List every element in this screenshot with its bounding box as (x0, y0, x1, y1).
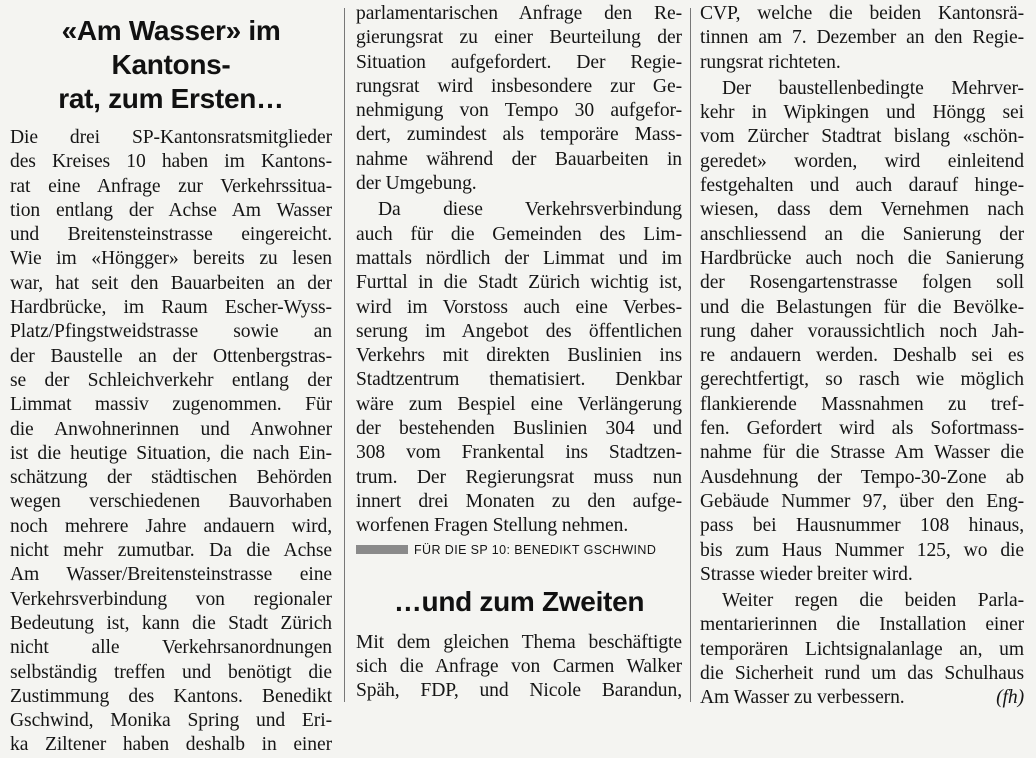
text-line: rungsrat richteten. (700, 51, 841, 73)
text-line: CVP, welche die beiden Kantonsrä- (700, 3, 1024, 24)
text-line: sich die Anfrage von Carmen Walker (356, 655, 682, 677)
text-line: bis zum Haus Nummer 125, wo die (700, 539, 1024, 561)
article1-paragraph-1-continued (356, 2, 682, 196)
text-line: parlamentarischen Anfrage den Re- (356, 3, 682, 24)
text-line: Bedeutung ist, kann die Stadt Zürich (10, 612, 332, 634)
text-line: der Umgebung. (356, 173, 477, 195)
byline-bar (356, 545, 408, 554)
article2-paragraph-1 (356, 631, 682, 704)
text-line: ist die heutige Situation, die nach Ein- (10, 442, 332, 464)
article2-headline: …und zum Zweiten (393, 585, 645, 617)
column-rule (344, 8, 345, 702)
text-line: wiesen, dass dem Vernehmen nach (700, 199, 1024, 221)
text-line: Gebäude Nummer 97, über den Eng- (700, 490, 1024, 512)
text-line: Hardbrücke, im Raum Escher-Wyss- (10, 297, 332, 319)
text-line: tinnen am 7. Dezember an den Regie- (700, 27, 1024, 49)
text-line: Platz/Pfingstweidstrasse sowie an (10, 321, 332, 343)
text-line: Wie im «Höngger» bereits zu lesen (10, 248, 332, 270)
text-line: rungsrat wird insbesondere zur Ge- (356, 75, 682, 97)
text-line: selbständig treffen und benötigt die (10, 661, 332, 683)
text-line: und Breitensteinstrasse eingereicht. (10, 224, 332, 246)
text-line: Da diese Verkehrsverbindung (378, 199, 682, 221)
article1-byline (356, 543, 682, 557)
text-line: Hardbrücke auch noch die Sanierung (700, 247, 1024, 269)
text-line: nicht mehr zumutbar. Da die Achse (10, 540, 332, 562)
text-line: 308 vom Frankental ins Stadtzen- (356, 442, 682, 464)
text-line: Ausdehnung der Tempo-30-Zone ab (700, 466, 1024, 488)
text-line: dert, zumindest als temporäre Mass- (356, 124, 682, 146)
text-line: kehr in Wipkingen und Höngg sei (700, 102, 1024, 124)
text-line: vom Zürcher Stadtrat bislang «schön- (700, 126, 1024, 148)
text-line: tion entlang der Achse Am Wasser (10, 199, 332, 221)
text-line: schätzung der städtischen Behörden (10, 467, 332, 489)
text-line: nehmigung von Tempo 30 aufgefor- (356, 100, 682, 122)
article1-paragraph-2 (356, 198, 682, 538)
text-line: nahme während der Bauarbeiten in (356, 148, 682, 170)
text-line: wegen verschiedenen Bauvorhaben (10, 491, 332, 513)
text-line: der Rosengartenstrasse folgen soll (700, 272, 1024, 294)
text-line: der Baustelle an der Ottenbergstras- (10, 345, 332, 367)
text-line: gerechtfertigt, so rasch wie möglich (700, 369, 1024, 391)
text-line: fen. Gefordert wird als Sofortmass- (700, 418, 1024, 440)
text-line: serung im Angebot des öffentlichen (356, 320, 682, 342)
text-line: gierungsrat zu einer Beurteilung der (356, 27, 682, 49)
text-line: anschliessend an die Sanierung der (700, 223, 1024, 245)
text-line: Verkehrs mit direkten Buslinien ins (356, 345, 682, 367)
text-line: innert drei Monaten zu den aufge- (356, 490, 682, 512)
text-line: wird im Vorstoss auch eine Verbes- (356, 296, 682, 318)
text-line: Situation aufgefordert. Der Regie- (356, 51, 682, 73)
text-line: noch mehrere Jahre andauern wird, (10, 515, 332, 537)
text-line: nicht alle Verkehrsanordnungen (10, 637, 332, 659)
headline-line: rat, zum Ersten… (58, 83, 284, 114)
article1-headline (10, 14, 332, 116)
text-line: ka Ziltener haben deshalb in einer (10, 734, 332, 756)
text-line: und die Belastungen für die Bevölke- (700, 296, 1024, 318)
text-line: temporären Lichtsignalanlage an, um (700, 638, 1024, 660)
column-rule (690, 8, 691, 702)
text-line: worfenen Fragen Stellung nehmen. (356, 515, 629, 537)
column-1 (10, 0, 332, 756)
text-line: des Kreises 10 haben im Kantons- (10, 151, 332, 173)
text-line: pass bei Hausnummer 108 hinaus, (700, 515, 1024, 537)
text-line: wäre zum Bespiel eine Verlängerung (356, 393, 682, 415)
text-line: rung daher voraussichtlich noch Jah- (700, 320, 1024, 342)
text-line: re andauern werden. Deshalb sei es (700, 345, 1024, 367)
text-line: geredet» worden, wird einleitend (700, 150, 1024, 172)
text-line: flankierende Massnahmen zu tref- (700, 393, 1024, 415)
text-line: Späh, FDP, und Nicole Barandun, (356, 680, 682, 702)
text-line: festgehalten und auch darauf hinge- (700, 175, 1024, 197)
headline-line: «Am Wasser» im Kantons- (61, 15, 281, 80)
text-line: Mit dem gleichen Thema beschäftigte (356, 631, 682, 653)
text-line: Verkehrsverbindung von regionaler (10, 588, 332, 610)
text-line: Am Wasser/Breitensteinstrasse eine (10, 564, 332, 586)
text-line: nahme für die Strasse Am Wasser die (700, 442, 1024, 464)
text-line: Am Wasser zu verbessern. (fh) (700, 686, 1024, 710)
text-line: Gschwind, Monika Spring und Eri- (10, 710, 332, 732)
byline-text: FÜR DIE SP 10: BENEDIKT GSCHWIND (414, 542, 657, 557)
text-line: der bestehenden Buslinien 304 und (356, 418, 682, 440)
text-line: Furttal in die Stadt Zürich wichtig ist, (356, 272, 682, 294)
text-line: rat eine Anfrage zur Verkehrssitua- (10, 175, 332, 197)
article2-paragraph-1-continued (700, 2, 1024, 75)
text-line: Weiter regen die beiden Parla- (722, 590, 1024, 612)
text-line: Zustimmung des Kantons. Benedikt (10, 685, 332, 707)
text-line: mattals nördlich der Limmat und im (356, 247, 682, 269)
text-line: die Anwohnerinnen und Anwohner (10, 418, 332, 440)
text-line: die Sicherheit rund um das Schulhaus (700, 663, 1024, 685)
text-line: Strasse wieder breiter wird. (700, 563, 913, 585)
text-line: war, hat seit den Bauarbeiten an der (10, 272, 332, 294)
column-2 (356, 0, 682, 708)
text-line: trum. Der Regierungsrat muss nun (356, 466, 682, 488)
text-line: Limmat massiv zugenommen. Für (10, 394, 332, 416)
text-line: auch für die Gemeinden des Lim- (356, 223, 682, 245)
article2-paragraph-3 (700, 589, 1024, 710)
article2-paragraph-2 (700, 77, 1024, 587)
text-line: Die drei SP-Kantonsratsmitglieder (10, 127, 332, 148)
author-signature: (fh) (996, 687, 1024, 709)
column-3 (700, 0, 1024, 708)
text-line: Der baustellenbedingte Mehrver- (722, 77, 1024, 99)
text-line: mentarierinnen die Installation einer (700, 614, 1024, 636)
text-line: se der Schleichverkehr entlang der (10, 369, 332, 391)
text-line: Stadtzentrum thematisiert. Denkbar (356, 369, 682, 391)
article1-paragraph-1 (10, 126, 332, 758)
